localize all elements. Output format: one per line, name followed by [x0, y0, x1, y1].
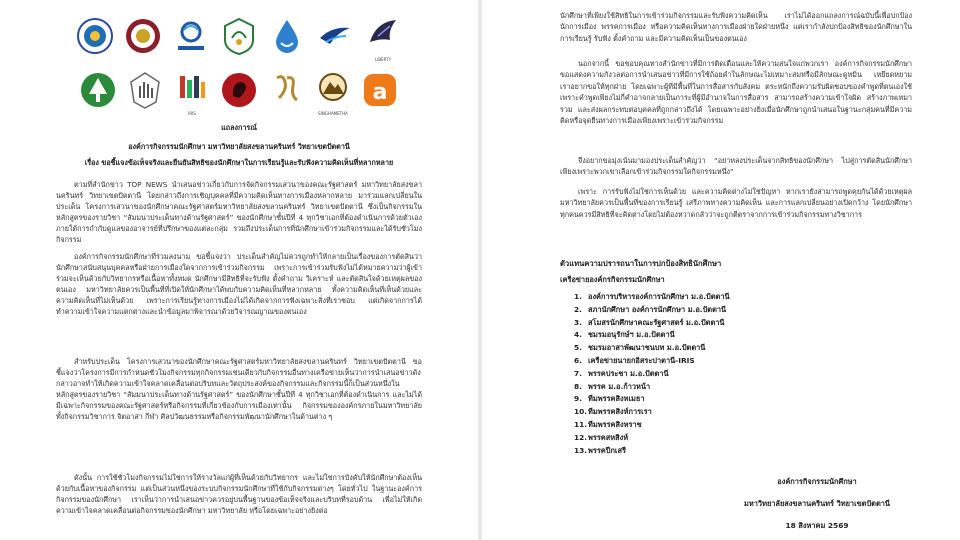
signature-university: มหาวิทยาลัยสงขลานครินทร์ วิทยาเขตปัตตานี — [744, 499, 890, 508]
bird-wing-logo-icon — [364, 16, 402, 62]
list-item — [574, 419, 730, 432]
list-number: 10. — [574, 407, 588, 417]
org-name: พรรคประชา ม.อ.ปัตตานี — [588, 368, 669, 378]
svg-text:a: a — [372, 80, 388, 105]
org-name: ทีมพรรคสิงหราช — [588, 419, 642, 429]
signature-organization: องค์การกิจกรรมนักศึกษา — [777, 477, 857, 486]
list-number: 6. — [574, 355, 582, 365]
paragraph-3: สำหรับประเด็น โครงการเสวนาของนักศึกษาคณะรัฐศาสตร์มหาวิทยาลัยสงขลานครินทร์ วิทยาเขตปัตตานี ขอชี้แจงว่าโครงการมีการกำหนดชั่วโมงกิจกรรมทุกกิจกรรมเช่นเดียวกับกิจกรรมอื่นทางเครือข่ายเห็นว่าการนำเสนอข่าวดังกล่าวอาจทำให้เกิดความเข้าใจคลาดเคลื่อนต่อบริบทและวัตถุประสงค์ของกิจกรรมและกิจกรรมนี้ก็เป็นส่วนหนึ่งในหลักสูตรของรายวิชา “สัมมนาประเด็นทางด้านรัฐศาสตร์” ของนักศึกษาชั้นปีที่ 4 ทุกวิชาเอกที่ต้องดำเนินการ และไม่ได้มีเฉพาะกิจกรรมของคณะรัฐศาสตร์หรือกิจกรรมที่เกี่ยวข้องกับการเมืองเท่านั้น กิจกรรมขององค์กรภายในมหาวิทยาลัย ทั้งกิจกรรมวิชาการ จิตอาสา กีฬา ศิลปวัฒนธรรมหรือกิจกรรมพัฒนานักศึกษาในด้านต่าง ๆ — [56, 357, 422, 422]
rooster-logo-icon — [220, 70, 258, 110]
org-name: ชมรมอาสาพัฒนาชนบท ม.อ.ปัตตานี — [588, 343, 706, 353]
signatories-list — [574, 291, 730, 457]
paragraph-continued: นักศึกษาที่เพียงใช้สิทธิในการเข้าร่วมกิจกรรมและรับฟังความคิดเห็น เราไม่ได้ออกแถลงการณ์ฉบับนี้เพื่อปกป้องนักการเมือง พรรคการเมือง หรือความคิดเห็นทางการเมืองฝ่ายใดฝ่ายหนึ่ง แต่เรากำลังปกป้องสิทธิของนักศึกษาในการเรียนรู้ รับฟัง ตั้งคำถาม และมีความคิดเห็นเป็นของตนเอง — [560, 11, 912, 43]
list-number: 2. — [574, 304, 582, 314]
paragraph-6: จึงอยากขอมุ่งเน้นมามองประเด็นสำคัญว่า “อย่าหลงประเด็นจากสิทธิของนักศึกษา ไปสู่การตัดสินนักศึกษาเพียงเพราะพวกเขาเลือกเข้าร่วมกิจกรรมใดกิจกรรมหนึ่ง” — [560, 156, 912, 177]
hand-logo-icon — [126, 70, 164, 110]
student-union-logo-icon — [220, 16, 258, 56]
list-item — [574, 406, 730, 419]
gear-emblem-icon — [124, 16, 162, 56]
org-name: ชมรมอนุรักษ์ฯ ม.อ.ปัตตานี — [588, 330, 675, 340]
logo-row-1 — [0, 16, 478, 62]
seal-icon — [76, 16, 114, 56]
org-name: ทีมพรรคสิงห์การเรา — [588, 407, 652, 417]
list-number: 1. — [574, 292, 582, 301]
statement-page-2 — [482, 0, 960, 540]
list-item — [574, 368, 730, 381]
list-number: 13. — [574, 445, 588, 455]
org-name: องค์การบริหารองค์การนักศึกษา ม.อ.ปัตตานี — [588, 292, 730, 301]
list-item — [574, 381, 730, 394]
signatories-title: ตัวแทนความปรารถนาในการปกป้องสิทธินักศึกษา — [560, 259, 722, 268]
list-number: 3. — [574, 317, 582, 327]
list-number: 8. — [574, 381, 582, 391]
water-drop-logo-icon — [268, 16, 306, 56]
list-item — [574, 445, 730, 458]
list-item — [574, 291, 730, 304]
list-number: 12. — [574, 432, 588, 442]
list-number: 4. — [574, 330, 582, 340]
logo-caption: LIBERTY — [374, 57, 392, 62]
iris-logo-icon — [173, 70, 211, 116]
org-name: พรรค ม.อ.ก้าวหน้า — [588, 381, 651, 391]
list-item — [574, 393, 730, 406]
signature-date: 18 สิงหาคม 2569 — [785, 521, 849, 530]
paragraph-2: องค์การกิจกรรมนักศึกษาที่ร่วมลงนาม ขอชี้แจงว่า ประเด็นสำคัญไม่ควรถูกทำให้กลายเป็นเรื่องของการตัดสินว่านักศึกษาสนับสนุนบุคคลหรือฝ่ายการเมืองใดจากการเข้าร่วมกิจกรรม เพราะการเข้าร่วมรับฟังไม่ได้หมายความว่าผู้เข้าร่วมจะเห็นด้วยกับวิทยากรหรือเนื้อหาทั้งหมด นักศึกษามีสิทธิที่จะรับฟัง ตั้งคำถาม วิเคราะห์ และตัดสินใจด้วยเหตุผลของตนเอง มหาวิทยาลัยควรเป็นพื้นที่ที่เปิดให้นักศึกษาได้พบกับความคิดเห็นที่หลากหลาย ทั้งความคิดเห็นที่เห็นด้วยและความคิดเห็นที่ไม่เห็นด้วย เพราะการเรียนรู้ทางการเมืองไม่ได้เกิดจากการฟังเฉพาะสิ่งที่เราชอบ แต่เกิดจากการได้ทำความเข้าใจความแตกต่างและนำข้อมูลมาพิจารณาด้วยวิจารณญาณของตนเอง — [56, 252, 422, 317]
paragraph-1: ตามที่สำนักข่าว TOP NEWS นำเสนอข่าวเกี่ยวกับการจัดกิจกรรมเสวนาของคณะรัฐศาสตร์ มหาวิทยาลัยสงขลานครินทร์ วิทยาเขตปัตตานี โดยกล่าวถึงการเชิญบุคคลที่มีความคิดเห็นทางการเมืองหลากหลาย มาร่วมแลกเปลี่ยนในประเด็น โครงการเสวนาของนักศึกษาคณะรัฐศาสตร์มหาวิทยาลัยสงขลานครินทร์ วิทยาเขตปัตตานี ซึ่งเป็นกิจกรรมในหลักสูตรของรายวิชา “สัมมนาประเด็นทางด้านรัฐศาสตร์” ของนักศึกษาชั้นปีที่ 4 ทุกวิชาเอกที่ต้องดำเนินการด้วยตัวเองภายใต้การกำกับดูแลของอาจารย์ที่ปรึกษาของแต่ละกลุ่ม รวมถึงประเด็นการที่นักศึกษาเข้าร่วมกิจกรรมและได้รับชั่วโมงกิจกรรม — [56, 180, 422, 245]
list-number: 9. — [574, 394, 582, 404]
list-item — [574, 355, 730, 368]
statement-page-1 — [0, 0, 478, 540]
org-name: พรรคสหสิงห์ — [588, 432, 629, 442]
org-name: พรรคปีกเสรี — [588, 445, 626, 455]
list-number: 11. — [574, 419, 588, 429]
signatories-subtitle: เครือข่ายองค์กรกิจกรรมนักศึกษา — [560, 275, 665, 284]
logo-row-2 — [0, 70, 478, 116]
org-name: สโมสรนักศึกษาคณะรัฐศาสตร์ ม.อ.ปัตตานี — [588, 317, 725, 327]
org-name: สภานักศึกษา องค์การนักศึกษา ม.อ.ปัตตานี — [588, 304, 727, 314]
list-item — [574, 317, 730, 330]
organization-line: องค์การกิจกรรมนักศึกษา มหาวิทยาลัยสงขลานครินทร์ วิทยาเขตปัตตานี — [128, 142, 350, 151]
paragraph-7: เพราะ การรับฟังไม่ใช่การเห็นด้วย และความคิดต่างไม่ใช่ปัญหา หากเรายังสามารถพูดคุยกันได้ด้วยเหตุผล มหาวิทยาลัยควรเป็นพื้นที่ของการเรียนรู้ เสรีภาพทางความคิดเห็น และการแลกเปลี่ยนอย่างเปิดกว้าง โดยนักศึกษาทุกคนควรมีสิทธิที่จะคิดต่างโดยไม่ต้องหวาดกลัวว่าจะถูกตีตราจากการเข้าร่วมกิจกรรมทางวิชาการ — [560, 187, 912, 219]
list-item — [574, 329, 730, 342]
swoosh-logo-icon — [316, 16, 354, 56]
crest-icon — [172, 16, 210, 56]
list-number: 7. — [574, 368, 582, 378]
list-number: 5. — [574, 343, 582, 353]
letter-a-logo-icon — [361, 70, 399, 110]
green-tree-logo-icon — [79, 70, 117, 110]
statement-heading: แถลงการณ์ — [221, 123, 257, 132]
list-item — [574, 304, 730, 317]
paragraph-5: นอกจากนี้ ขอขอบคุณทางสำนักข่าวที่มีการติดเตือนและให้ความสนใจแก่พวกเรา องค์การกิจกรรมนักศึกษาขอแสดงความกังวลต่อการนำเสนอข่าวที่มีการใช้ถ้อยคำในลักษณะไม่เหมาะสมหรือมีลักษณะดูหมิ่น เหยียดหยามเราอยากขอให้ทุกฝ่าย โดยเฉพาะผู้ที่มีพื้นที่ในการสื่อสารกับสังคม ตระหนักถึงความรับผิดชอบของคำพูดที่ตนเองใช้ เพราะคำพูดเพียงไม่กี่คำอาจกลายเป็นภาระที่ผู้มีอำนาจในการสื่อสาร สามารถสร้างความเข้าใจผิด สร้างภาพเหมารวม และส่งผลกระทบต่อบุคคลที่ถูกกล่าวถึงได้ โดยเฉพาะอย่างยิ่งเมื่อนักศึกษาถูกนำเสนอในฐานะกลุ่มคนที่มีความคิดหรือจุดยืนทางการเมืองเพียงเพราะเข้าร่วมกิจกรรม — [560, 59, 912, 126]
statement-subject: เรื่อง ขอชี้แจงข้อเท็จจริงและยืนยันสิทธิของนักศึกษาในการเรียนรู้และรับฟังความคิดเห็นที่หลากหลาย — [84, 158, 394, 167]
list-item — [574, 342, 730, 355]
org-name: เครือข่ายนายกอิสระปาตานี-IRIS — [588, 355, 695, 365]
text-monogram-logo-icon — [267, 70, 305, 110]
org-name: ทีมพรรคสิงหเมธา — [588, 394, 645, 404]
logo-caption: SINGHAMETHA — [318, 111, 348, 116]
logo-caption: IRIS — [188, 111, 196, 116]
mountain-logo-icon — [314, 70, 352, 116]
paragraph-4: ดังนั้น การใช้ชั่วโมงกิจกรรมไม่ใช่การให้รางวัลแก่ผู้ที่เห็นด้วยกับวิทยากร และไม่ใช่การบังคับให้นักศึกษาต้องเห็นด้วยกับเนื้อหาของกิจกรรม แต่เป็นส่วนหนึ่งของระบบกิจกรรมนักศึกษาที่ใช้กับกิจกรรมต่างๆ โดยทั่วไป ในฐานะองค์การกิจกรรมของนักศึกษา เราเห็นว่าการนำเสนอข่าวควรอยู่บนพื้นฐานของข้อเท็จจริงและบริบทที่รอบด้าน เพื่อไม่ให้เกิดความเข้าใจคลาดเคลื่อนต่อกิจกรรมของนักศึกษา มหาวิทยาลัย หรือโดยเฉพาะอย่างยิ่งต่อ — [56, 473, 422, 516]
list-item — [574, 432, 730, 445]
